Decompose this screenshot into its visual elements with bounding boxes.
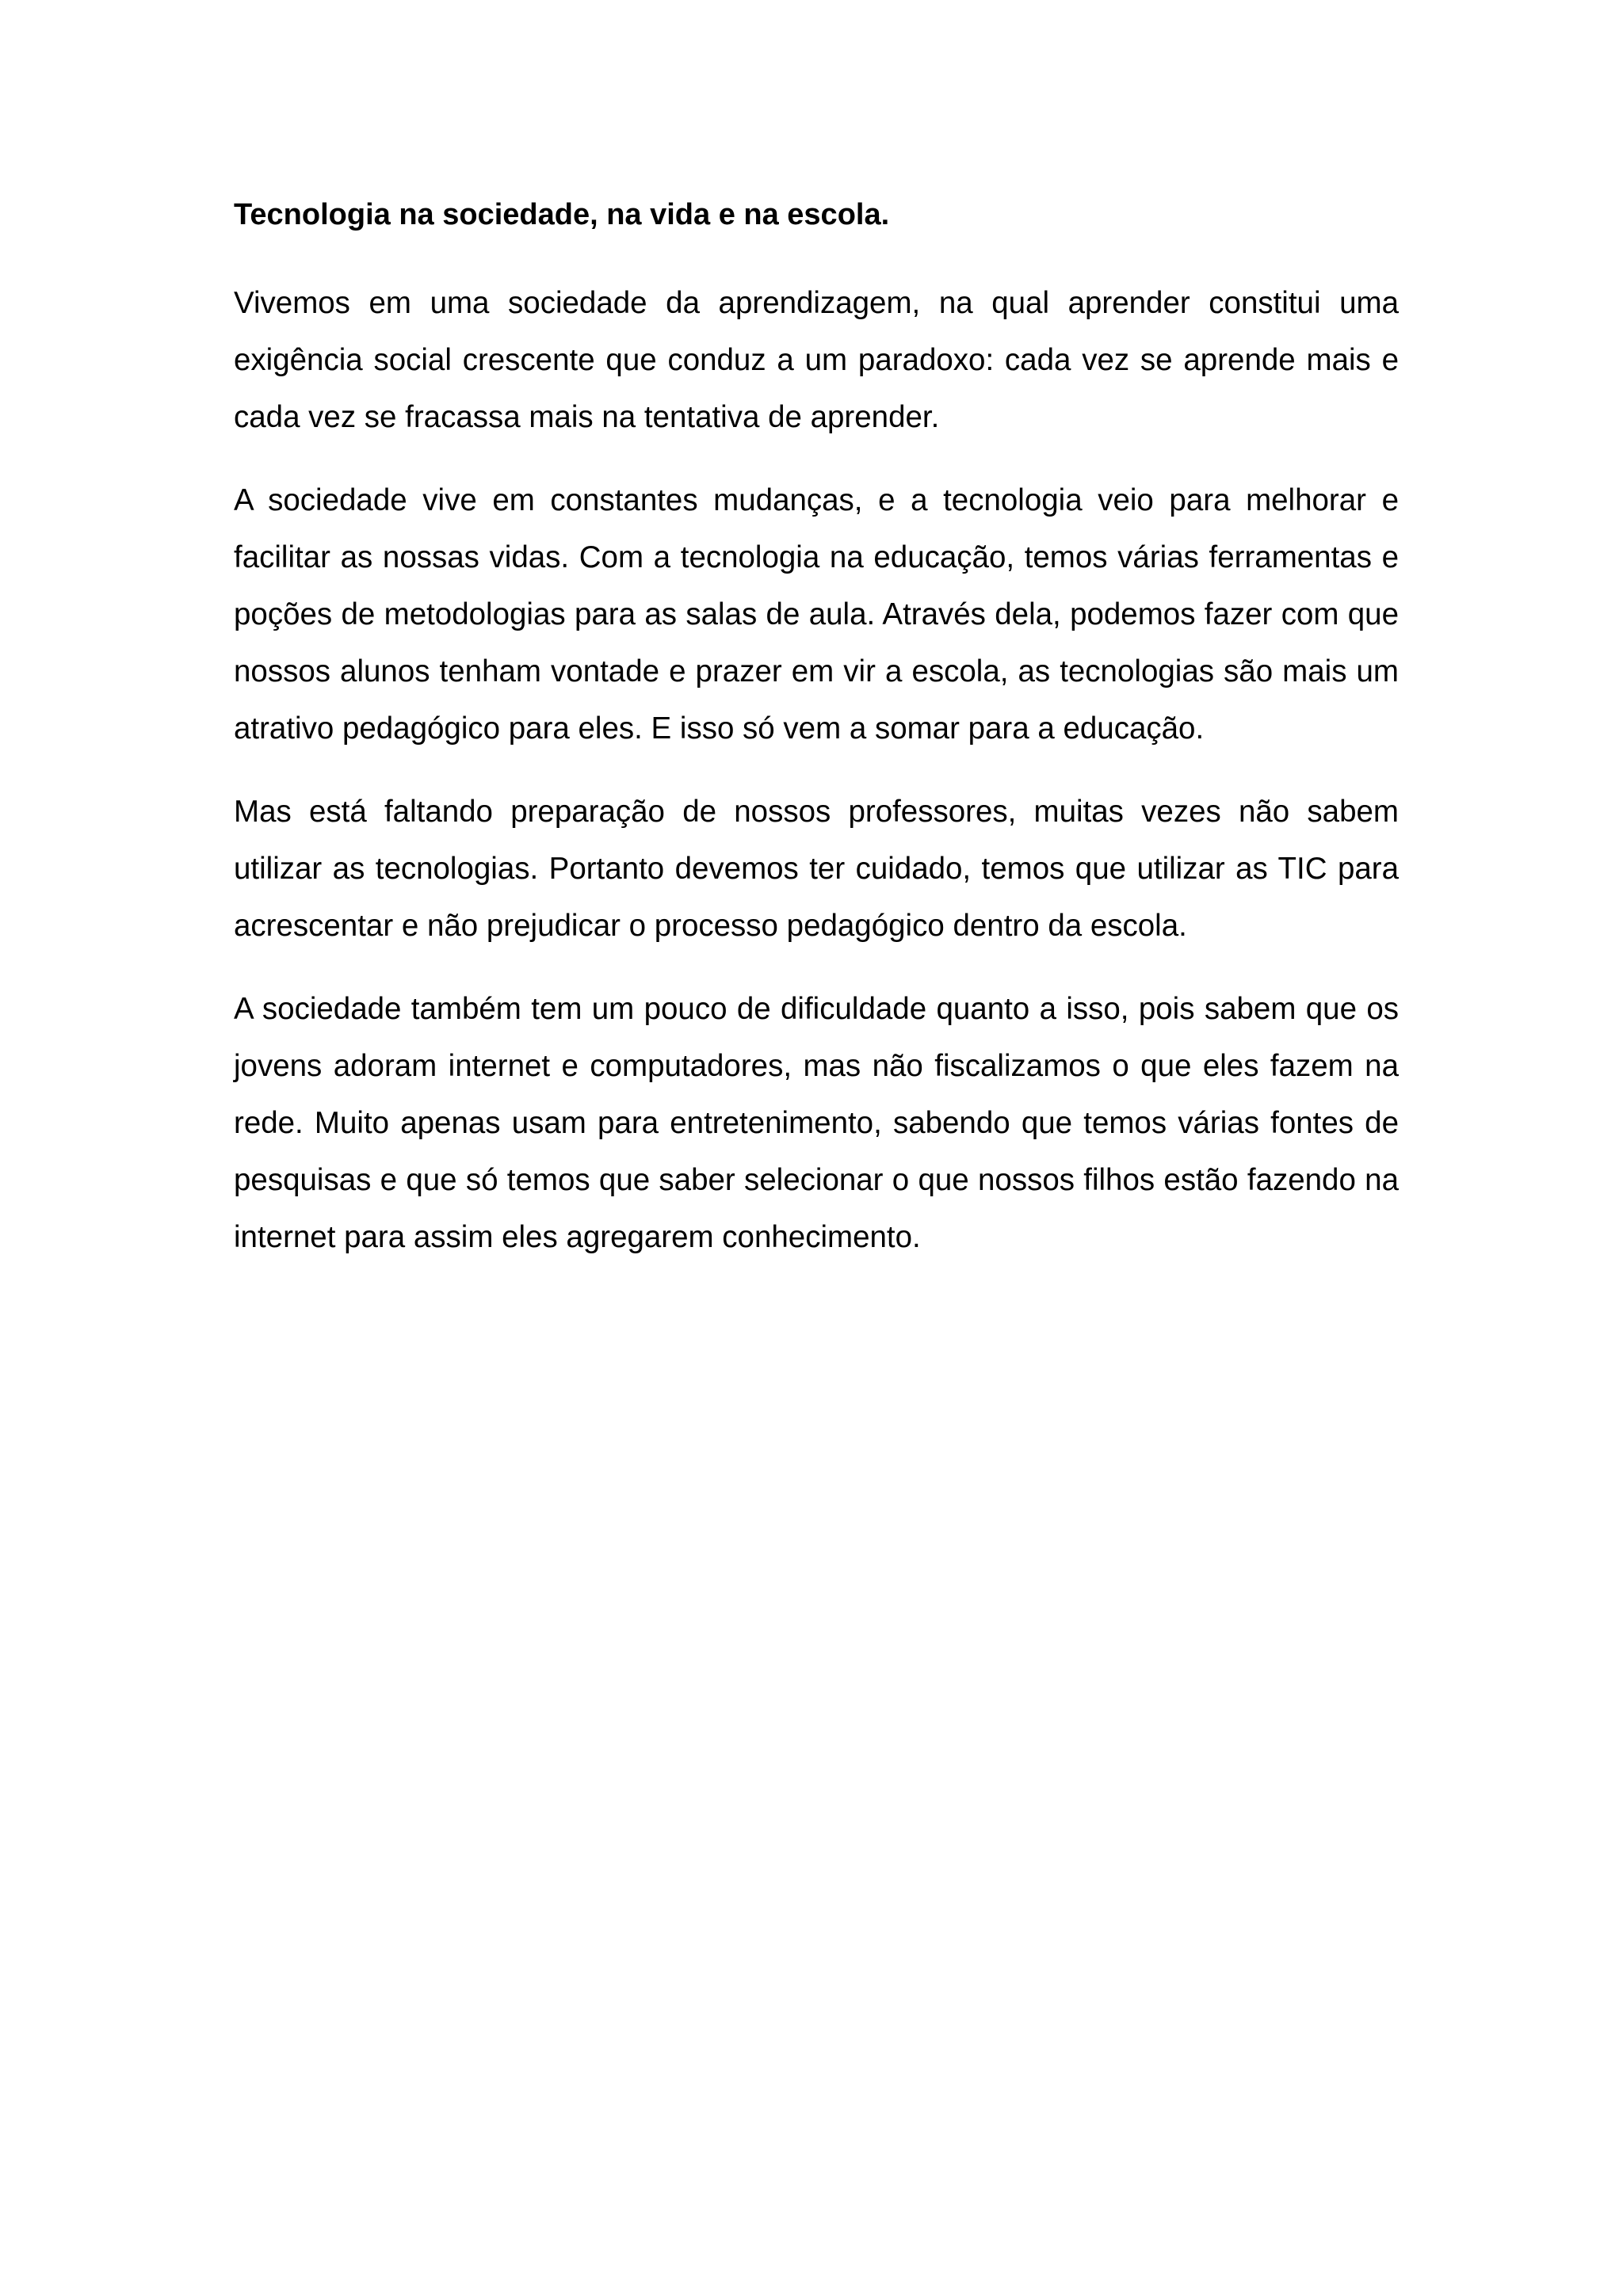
paragraph-4: A sociedade também tem um pouco de dificuldade quanto a isso, pois sabem que os jovens adoram internet e computadores, mas não fiscalizamos o que eles fazem na rede. Muito apenas usam para entretenimento, sabendo que temos várias fontes de pesquisas e que só temos que saber selecionar o que nossos filhos estão fazendo na internet para assim eles agregarem conhecimento. (234, 992, 1399, 1254)
document-title: Tecnologia na sociedade, na vida e na escola. (234, 198, 890, 231)
document-body (234, 193, 1399, 1292)
paragraph-1: Vivemos em uma sociedade da aprendizagem, na qual aprender constitui uma exigência social crescente que conduz a um paradoxo: cada vez se aprende mais e cada vez se fracassa mais na tentativa de aprender. (234, 286, 1399, 434)
paragraph-3: Mas está faltando preparação de nossos professores, muitas vezes não sabem utilizar as tecnologias. Portanto devemos ter cuidado, temos que utilizar as TIC para acrescentar e não prejudicar o processo pedagógico dentro da escola. (234, 795, 1399, 943)
paragraph-2: A sociedade vive em constantes mudanças, e a tecnologia veio para melhorar e facilitar as nossas vidas. Com a tecnologia na educação, temos várias ferramentas e poções de metodologias para as salas de aula. Através dela, podemos fazer com que nossos alunos tenham vontade e prazer em vir a escola, as tecnologias são mais um atrativo pedagógico para eles. E isso só vem a somar para a educação. (234, 483, 1399, 746)
